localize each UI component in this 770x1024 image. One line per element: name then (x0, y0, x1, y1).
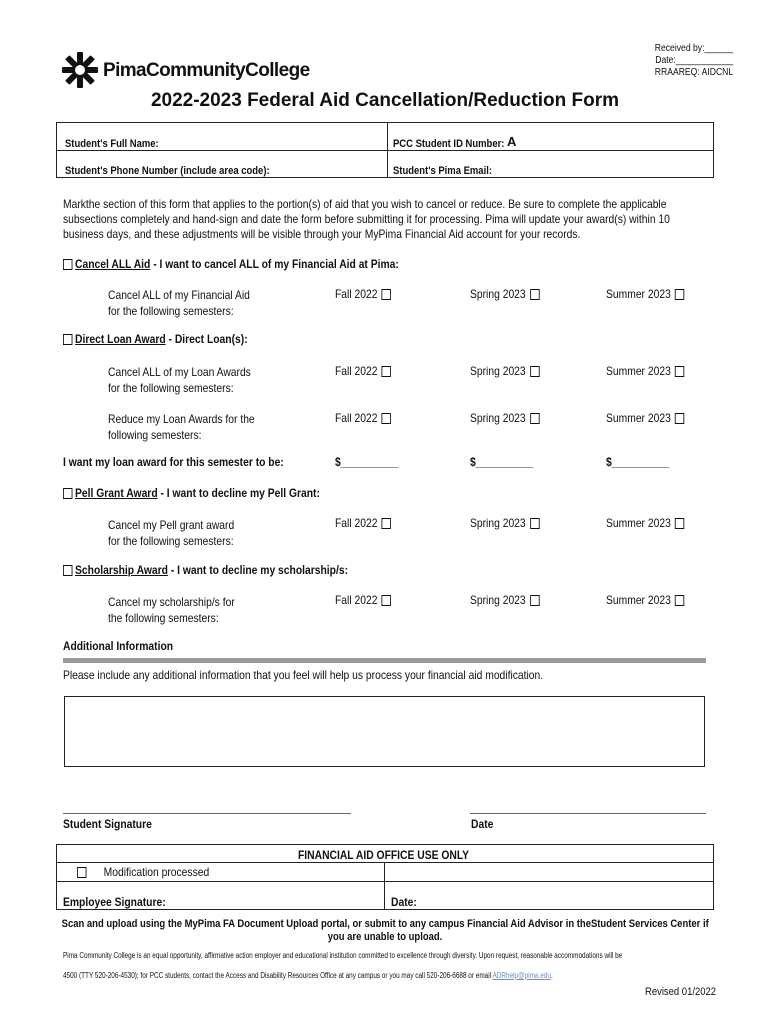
student-id-label: PCC Student ID Number: (393, 138, 505, 150)
term-label: Summer 2023 (606, 593, 671, 607)
signature-date-label: Date (471, 817, 494, 831)
loan-reduce-summer-checkbox[interactable] (675, 413, 684, 424)
cancel-all-fall (335, 287, 391, 301)
pell-spring-checkbox[interactable] (530, 518, 539, 529)
student-id-prefix: A (507, 134, 517, 149)
term-label: Summer 2023 (606, 411, 671, 425)
row-label: following semesters: (108, 428, 202, 442)
loan-reduce-spring (470, 411, 539, 425)
modification-processed-checkbox[interactable] (77, 867, 86, 878)
row-label: Reduce my Loan Awards for the (108, 412, 255, 426)
instructions (63, 197, 670, 242)
instructions-line: Markthe section of this form that applies to the portion(s) of aid that you wish to cancel or reduce. Be sure to complete the applicable (63, 197, 667, 211)
direct-loan-desc: - Direct Loan(s): (165, 332, 248, 346)
phone-label: Student's Phone Number (include area code): (65, 165, 270, 177)
pell-summer-checkbox[interactable] (675, 518, 684, 529)
cancel-all-title: Cancel ALL Aid (75, 257, 151, 271)
additional-heading: Additional Information (63, 639, 174, 653)
term-label: Fall 2022 (335, 593, 378, 607)
term-label: Fall 2022 (335, 364, 378, 378)
instructions-line: subsections completely and hand-sign and date the form before submitting it for processing. Pima will update your award(s) within 10 (63, 212, 670, 226)
cancel-all-spring-checkbox[interactable] (530, 289, 539, 300)
loan-amount-summer[interactable]: $__________ (606, 455, 670, 469)
adr-email-link[interactable]: ADRhelp@pima.edu (492, 971, 551, 980)
student-id-field[interactable] (522, 128, 707, 150)
loan-cancel-spring (470, 364, 539, 378)
eeo-statement-line2 (63, 971, 553, 980)
term-label: Spring 2023 (470, 593, 526, 607)
loan-cancel-fall (335, 364, 391, 378)
loan-reduce-summer (606, 411, 685, 425)
term-label: Spring 2023 (470, 411, 526, 425)
employee-signature-label: Employee Signature: (63, 895, 166, 909)
modification-processed (77, 865, 209, 879)
loan-reduce-fall-checkbox[interactable] (382, 413, 391, 424)
loan-cancel-row (108, 364, 251, 396)
pell-title: Pell Grant Award (75, 486, 158, 500)
term-label: Spring 2023 (470, 516, 526, 530)
pima-logo-icon (62, 52, 98, 88)
pell-fall (335, 516, 391, 530)
cancel-all-spring (470, 287, 539, 301)
email-field[interactable] (497, 153, 707, 175)
scholarship-spring (470, 593, 539, 607)
rraareq-code: RRAAREQ: AIDCNL (654, 67, 733, 78)
row-label: Cancel ALL of my Financial Aid (108, 288, 250, 302)
row-label: Cancel my Pell grant award (108, 518, 235, 532)
row-label: Cancel my scholarship/s for (108, 595, 235, 609)
pell-summer (606, 516, 685, 530)
loan-cancel-fall-checkbox[interactable] (382, 366, 391, 377)
signature-date-field[interactable] (470, 790, 706, 812)
term-label: Spring 2023 (470, 287, 526, 301)
scholarship-fall (335, 593, 391, 607)
pell-desc: - I want to decline my Pell Grant: (157, 486, 320, 500)
eeo-statement-line1: Pima Community College is an equal opportunity, affirmative action employer and educational institution committed to excellence through diversity. Upon request, reasonable accommodations will be (63, 951, 623, 960)
section-divider (63, 658, 706, 663)
direct-loan-title: Direct Loan Award (75, 332, 166, 346)
office-use-table (56, 844, 714, 910)
direct-loan-heading (63, 332, 248, 346)
pell-heading (63, 486, 320, 500)
loan-reduce-row (108, 411, 255, 443)
cancel-all-checkbox[interactable] (63, 259, 72, 270)
loan-cancel-spring-checkbox[interactable] (530, 366, 539, 377)
scholarship-desc: - I want to decline my scholarship/s: (167, 563, 349, 577)
row-label: the following semesters: (108, 611, 219, 625)
cancel-all-heading (63, 257, 399, 271)
additional-prompt: Please include any additional information that you feel will help us process your financial aid modification. (63, 668, 544, 682)
full-name-label: Student's Full Name: (65, 138, 159, 150)
scholarship-spring-checkbox[interactable] (530, 595, 539, 606)
scholarship-heading (63, 563, 348, 577)
form-title: 2022-2023 Federal Aid Cancellation/Reduction Form (150, 90, 620, 111)
logo (62, 50, 332, 90)
office-date-label: Date: (391, 895, 417, 909)
upload-line: Scan and upload using the MyPima FA Document Upload portal, or submit to any campus Financial Aid Advisor in theStudent Services Center if (61, 918, 709, 930)
pell-spring (470, 516, 539, 530)
pell-row (108, 517, 234, 549)
loan-cancel-summer-checkbox[interactable] (675, 366, 684, 377)
student-signature-label: Student Signature (63, 817, 152, 831)
eeo-text: 4500 (TTY 520-206-4530); for PCC students, contact the Access and Disability Resources Office at any campus or you may call 520-206-6688 or email (63, 971, 493, 980)
loan-amount-spring[interactable]: $__________ (470, 455, 534, 469)
direct-loan-checkbox[interactable] (63, 334, 72, 345)
upload-line: you are unable to upload. (327, 931, 443, 943)
pell-fall-checkbox[interactable] (382, 518, 391, 529)
scholarship-summer (606, 593, 685, 607)
loan-amount-fall[interactable]: $__________ (335, 455, 399, 469)
loan-amount-label: I want my loan award for this semester to be: (63, 455, 284, 469)
logo-text: PimaCommunityCollege (103, 60, 310, 81)
scholarship-checkbox[interactable] (63, 565, 72, 576)
received-date: Date:____________ (655, 55, 733, 66)
modification-processed-label: Modification processed (103, 865, 210, 879)
office-use-title: FINANCIAL AID OFFICE USE ONLY (298, 848, 470, 862)
cancel-all-summer (606, 287, 685, 301)
term-label: Summer 2023 (606, 516, 671, 530)
loan-cancel-summer (606, 364, 685, 378)
received-by: Received by:______ (654, 43, 733, 54)
term-label: Fall 2022 (335, 411, 378, 425)
cancel-all-row (108, 287, 250, 319)
instructions-line: business days, and these adjustments will be visible through your MyPima Financial Aid account for your records. (63, 227, 581, 241)
upload-instructions (0, 918, 770, 944)
student-info-table (56, 122, 714, 178)
cancel-all-desc: - I want to cancel ALL of my Financial Aid at Pima: (150, 257, 399, 271)
loan-reduce-fall (335, 411, 391, 425)
date-line (470, 813, 706, 814)
row-label: for the following semesters: (108, 534, 234, 548)
full-name-field[interactable] (64, 128, 382, 150)
term-label: Fall 2022 (335, 516, 378, 530)
row-label: for the following semesters: (108, 381, 234, 395)
pell-checkbox[interactable] (63, 488, 72, 499)
cancel-all-summer-checkbox[interactable] (675, 289, 684, 300)
term-label: Summer 2023 (606, 364, 671, 378)
cancel-all-fall-checkbox[interactable] (382, 289, 391, 300)
scholarship-row (108, 594, 235, 626)
row-label: Cancel ALL of my Loan Awards (108, 365, 251, 379)
phone-field[interactable] (287, 153, 382, 175)
scholarship-fall-checkbox[interactable] (382, 595, 391, 606)
signature-line (63, 813, 351, 814)
scholarship-title: Scholarship Award (75, 563, 168, 577)
loan-reduce-spring-checkbox[interactable] (530, 413, 539, 424)
term-label: Fall 2022 (335, 287, 378, 301)
revised-date: Revised 01/2022 (645, 986, 717, 998)
additional-info-textarea[interactable] (64, 696, 705, 767)
eeo-text-end: . (550, 971, 553, 980)
scholarship-summer-checkbox[interactable] (675, 595, 684, 606)
student-signature-field[interactable] (63, 790, 351, 812)
row-label: for the following semesters: (108, 304, 234, 318)
email-label: Student's Pima Email: (393, 165, 492, 177)
term-label: Spring 2023 (470, 364, 526, 378)
term-label: Summer 2023 (606, 287, 671, 301)
